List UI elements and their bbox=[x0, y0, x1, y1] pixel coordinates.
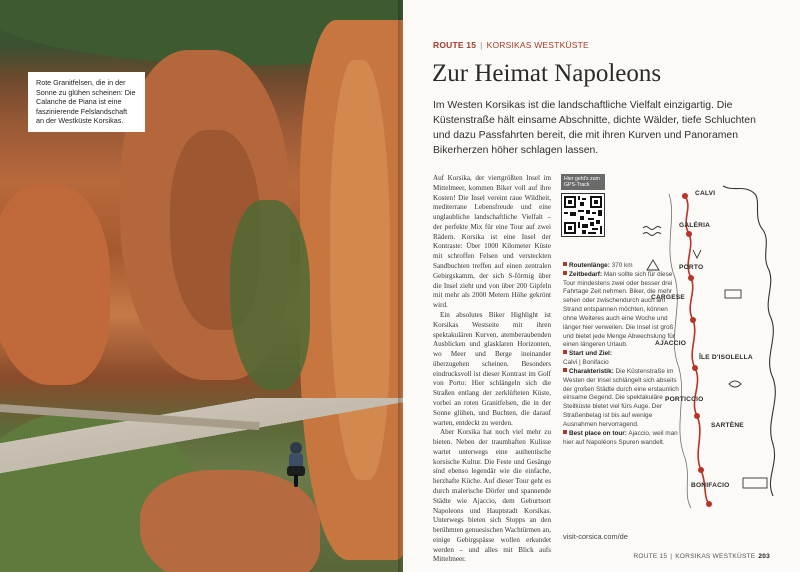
body-paragraph: Ein absolutes Biker Highlight ist Korsikas Westseite mit ihren spektakulären Kurven, atemberaubenden Ausblicken und glasklaren Horizonten, wo Meer und Berge ineinander überzugehen scheinen. Besonders eindrucksvoll ist dieser Kontrast im Golf von Porto: Hier schlängeln sich die Straßen entlang der zerklüfteten Küste, vorbei an roten Granitfelsen, die in der Sonne glühen, und Buchten, die darauf warten, entdeckt zu werden. bbox=[433, 310, 551, 427]
section-name: KORSIKAS WESTKÜSTE bbox=[486, 40, 589, 50]
body-text bbox=[433, 174, 551, 565]
info-item: Zeitbedarf: Man sollte sich für diese Tour mindestens zwei oder besser drei Fahrtage Zeit nehmen. Biker, die mehr sehen oder zwischendurch auch am Strand entspannen möchten, können ohne Weiteres auch eine Woche und länger hier verweilen. Die Insel ist groß und bietet jede Menge Abwechslung für einen längeren Urlaub. bbox=[563, 270, 675, 349]
section-header bbox=[433, 40, 589, 50]
body-paragraph: Auf Korsika, der viertgrößten Insel im Mittelmeer, kommen Biker voll auf ihre Kosten! Die Insel vereint raue Wildheit, mediterrane Lebensfreude und eine unglaubliche landschaftliche Vielfalt – der perfekte Mix für eine Tour auf zwei Rädern. Korsika ist eine Insel der Kontraste: Über 1000 Kilometer Küste mit schroffen Felsen und versteckten Sandbuchten treffen auf einen zentralen Gebirgskamm, der sich S-förmig über die Insel zieht und von über 200 Gipfeln mit mehr als 2000 Metern Höhe gekrönt wird. bbox=[433, 174, 551, 310]
map-dots bbox=[682, 193, 712, 507]
map-label-ile-disolella: ÎLE D'ISOLELLA bbox=[699, 354, 753, 361]
map-label-bonifacio: BONIFACIO bbox=[691, 482, 730, 489]
bullet-icon bbox=[563, 262, 567, 266]
lead-paragraph: Im Westen Korsikas ist die landschaftliche Vielfalt einzigartig. Die Küstenstraße hält einsame Abschnitte, dichte Wälder, tiefe Schluchten und dazu Passfahrten bereit, die mit ihren Kurven und Panoramen Bikerherzen höher schlagen lassen. bbox=[433, 100, 756, 156]
body-paragraph: Aber Korsika hat noch viel mehr zu bieten. Neben der traumhaften Kulisse wartet unterwegs eine authentische korsische Kultur. Die Feste und Gesänge sind ebenso legendär wie die einfache, herzhafte Küche. Auf dieser Tour geht es durch malerische Dörfer und spannende Städte wie Ajaccio, dem Geburtsort Napoleons und Hauptstadt Korsikas. Unterwegs bieten sich Stopps an den berühmten genuesischen Wachtürmen an, einige Gebirgspässe wollen erkundet werden – und alles mit Blick aufs Mittelmeer. bbox=[433, 428, 551, 564]
footer-separator: | bbox=[670, 553, 673, 560]
info-item: Start und Ziel: Calvi | Bonifacio bbox=[563, 350, 612, 367]
map-label-ajaccio: AJACCIO bbox=[655, 340, 687, 347]
website-link[interactable]: visit-corsica.com/de bbox=[563, 532, 628, 541]
page-footer bbox=[633, 553, 770, 560]
header-separator: | bbox=[480, 40, 483, 50]
rock-left bbox=[0, 185, 110, 385]
map-label-galeria: GALÉRIA bbox=[679, 222, 711, 229]
footer-section: KORSIKAS WESTKÜSTE bbox=[675, 553, 756, 560]
info-item: Routenlänge: 370 km bbox=[563, 262, 683, 271]
coastline bbox=[723, 186, 775, 496]
map-label-calvi: CALVI bbox=[695, 190, 716, 197]
bullet-icon bbox=[563, 430, 567, 434]
map-label-porticcio: PORTICCIO bbox=[665, 396, 704, 403]
photo-caption: Rote Granitfelsen, die in der Sonne zu glühen scheinen: Die Calanche de Piana ist eine faszinierende Felslandschaft an der Westküste Korsikas. bbox=[28, 72, 145, 132]
info-item: Charakteristik: Die Küstenstraße im Westen der Insel schlängelt sich abseits der großen Städte durch eine erstaunlich einsame Gegend. Die spektakuläre Steilküste bietet viel fürs Auge. Der Straßenbelag ist bis auf wenige Ausnahmen hervorragend. bbox=[563, 367, 679, 428]
motorcycle-rider-icon bbox=[283, 438, 309, 488]
route-line bbox=[685, 196, 709, 504]
bullet-icon bbox=[563, 350, 567, 354]
footer-route: ROUTE 15 bbox=[633, 553, 668, 560]
map-label-sartene: SARTÈNE bbox=[711, 422, 744, 429]
info-item: Best place on tour: Ajaccio, weil man hier auf Napoléons Spuren wandelt. bbox=[563, 429, 678, 446]
page-number: 203 bbox=[758, 553, 770, 560]
route-map bbox=[633, 178, 793, 513]
bullet-icon bbox=[563, 368, 567, 372]
coast-west bbox=[669, 194, 691, 508]
map-label-cargese: CARGESE bbox=[651, 294, 686, 301]
route-number: ROUTE 15 bbox=[433, 40, 477, 50]
qr-code-icon[interactable] bbox=[561, 193, 605, 237]
page-title: Zur Heimat Napoleons bbox=[432, 60, 662, 87]
text-page bbox=[403, 0, 800, 572]
bullet-icon bbox=[563, 271, 567, 275]
gps-track-label: Hier geht's zum GPS-Track bbox=[561, 174, 605, 190]
trees-middle bbox=[230, 200, 310, 390]
map-label-porto: PORTO bbox=[679, 264, 704, 271]
